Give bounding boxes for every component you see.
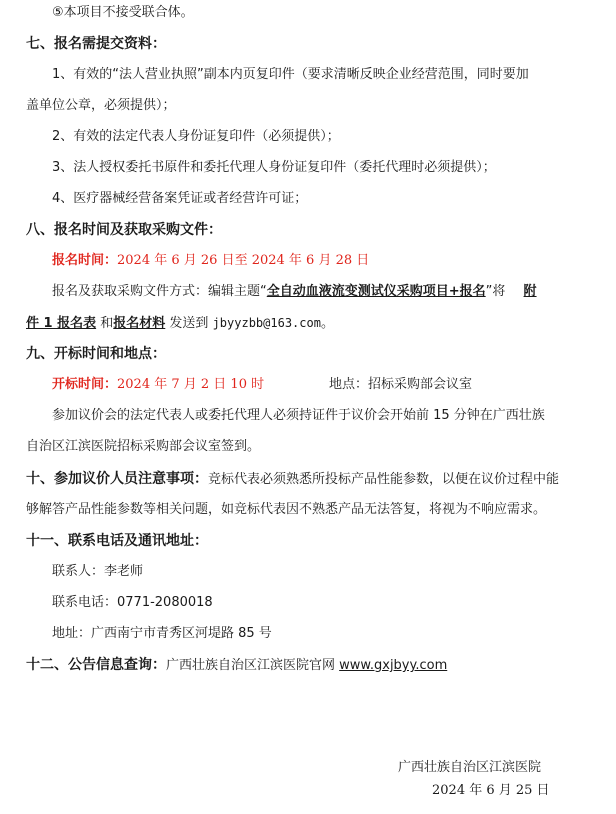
method-prefix: 报名及获取采购文件方式：编辑主题“ <box>52 284 267 299</box>
section-10-text-1: 竞标代表必须熟悉所投标产品性能参数，以便在议价过程中能 <box>208 472 560 487</box>
section-11-heading: 十一、联系电话及通讯地址： <box>26 533 208 549</box>
section-12-heading: 十二、公告信息查询： <box>26 657 166 673</box>
section-10-line-2: 够解答产品性能参数等相关问题，如竞标代表因不熟悉产品无法答复，将视为不响应需求。 <box>26 502 547 517</box>
registration-method-cont <box>26 313 334 334</box>
section-7-item-3: 3、法人授权委托书原件和委托代理人身份证复印件（委托代理时必须提供）； <box>52 160 496 175</box>
opening-time-value: 2024 年 7 月 2 日 10 时 <box>117 377 265 392</box>
registration-method <box>52 282 537 302</box>
registration-time <box>52 251 369 271</box>
opening-time-label: 开标时间： <box>52 377 118 392</box>
email-subject: 全自动血液流变测试仪采购项目+报名 <box>266 284 486 299</box>
section-10-line-1 <box>26 469 559 490</box>
send-to-text: 发送到 <box>169 316 209 331</box>
footer-organization: 广西壮族自治区江滨医院 <box>398 760 542 775</box>
section-8-heading: 八、报名时间及获取采购文件： <box>26 222 222 238</box>
contact-phone: 联系电话：0771-2080018 <box>52 595 213 610</box>
registration-time-value: 2024 年 6 月 26 日至 2024 年 6 月 28 日 <box>117 253 370 268</box>
attachment-1-part-1: 附 <box>523 284 537 299</box>
registration-time-label: 报名时间： <box>52 253 118 268</box>
section-9-heading: 九、开标时间和地点： <box>26 346 166 362</box>
section-12-text: 广西壮族自治区江滨医院官网 <box>166 658 336 673</box>
website-link[interactable]: www.gxjbyy.com <box>339 658 448 673</box>
section-9-note-line-1: 参加议价会的法定代表人或委托代理人必须持证件于议价会开始前 15 分钟在广西壮族 <box>52 408 545 423</box>
section-7-item-2: 2、有效的法定代表人身份证复印件（必须提供）； <box>52 129 340 144</box>
registration-materials: 报名材料 <box>113 316 166 331</box>
section-7-item-1-line-2: 盖单位公章，必须提供）； <box>26 98 176 113</box>
footer-date: 2024 年 6 月 25 日 <box>432 783 550 798</box>
period: 。 <box>320 316 334 331</box>
opening-place: 地点：招标采购部会议室 <box>329 377 473 392</box>
contact-address: 地址：广西南宁市青秀区河堤路 85 号 <box>52 626 272 641</box>
section-7-heading: 七、报名需提交资料： <box>26 36 166 52</box>
section-7-item-4: 4、医疗器械经营备案凭证或者经营许可证； <box>52 191 308 206</box>
section-12 <box>26 655 447 676</box>
item-no-consortium: ⑤本项目不接受联合体。 <box>52 5 194 20</box>
section-10-heading: 十、参加议价人员注意事项： <box>26 471 208 487</box>
opening-time <box>52 375 264 395</box>
section-7-item-1-line-1: 1、有效的“法人营业执照”副本内页复印件（要求清晰反映企业经营范围，同时要加 <box>52 67 529 82</box>
and-text: 和 <box>100 316 114 331</box>
section-9-note-line-2: 自治区江滨医院招标采购部会议室签到。 <box>26 439 261 454</box>
contact-person: 联系人：李老师 <box>52 564 144 579</box>
attachment-1-part-2: 件 1 报名表 <box>26 316 97 331</box>
method-mid: ”将 <box>485 284 506 299</box>
email-address[interactable]: jbyyzbb@163.com <box>212 316 321 330</box>
